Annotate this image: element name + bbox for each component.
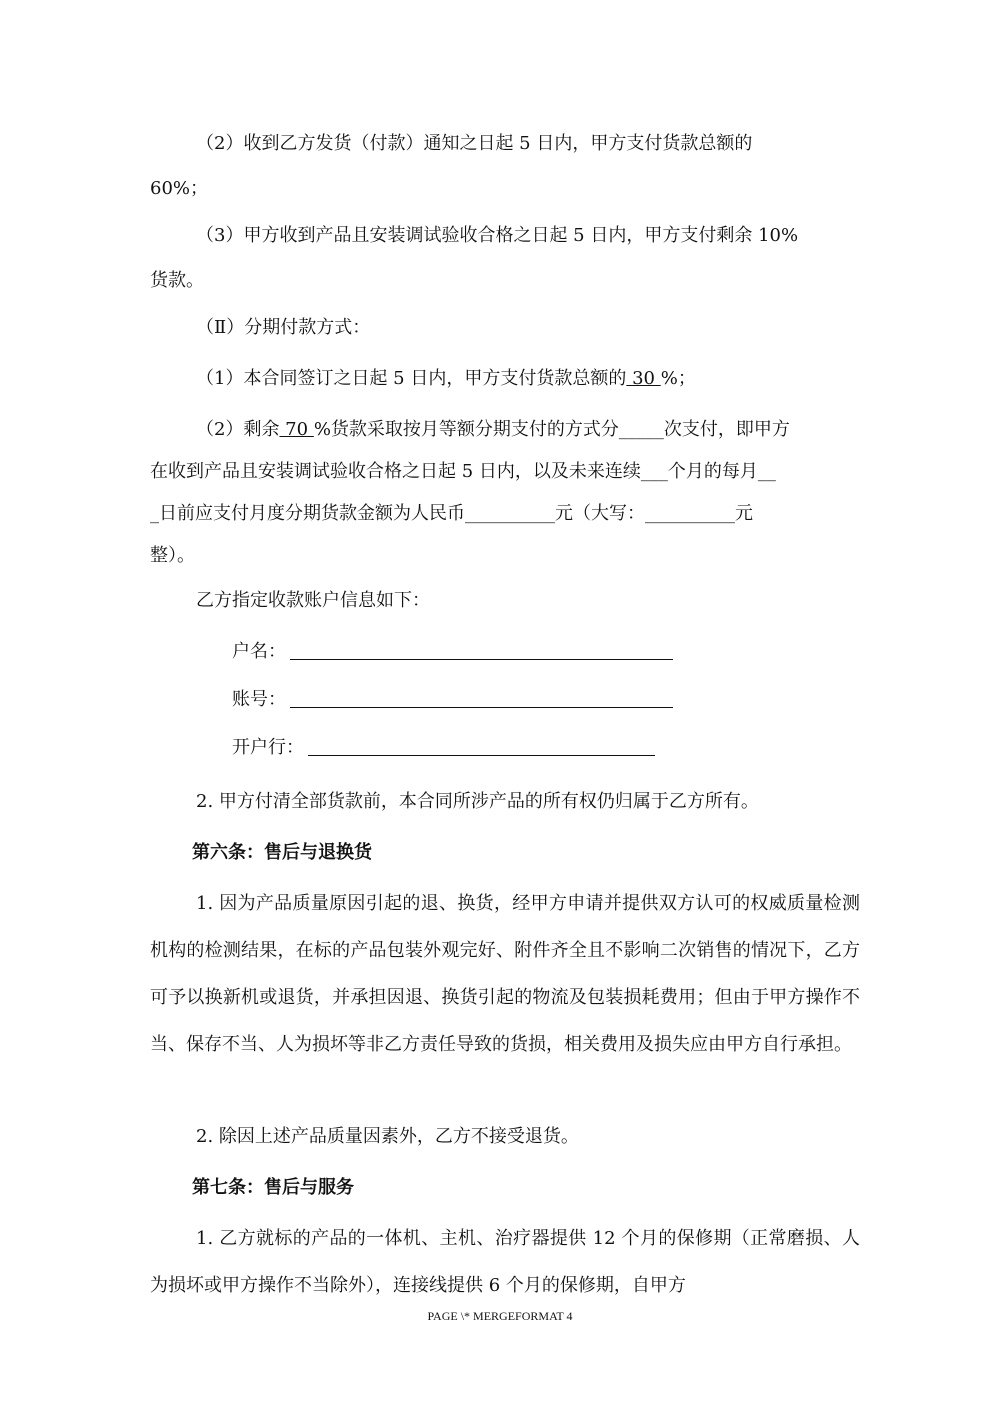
account-number-field [232,676,942,723]
paragraph-installment-2-line1 [150,406,860,453]
installment-title: （Ⅱ）分期付款方式： [196,317,371,338]
account-number-label: 账号： [232,689,286,710]
article-7-paragraph-1: 1. 乙方就标的产品的一体机、主机、治疗器提供 12 个月的保修期（正常磨损、人为损坏或甲方操作不当除外），连接线提供 6 个月的保修期，自甲方 [150,1228,860,1296]
article-7-title: 第七条：售后与服务 [192,1177,354,1198]
paragraph-payment-2-line1: （2）收到乙方发货（付款）通知之日起 5 日内，甲方支付货款总额的 [196,133,753,154]
article-6-paragraph-2: 2. 除因上述产品质量因素外，乙方不接受退货。 [196,1126,579,1147]
article-6-paragraph-1: 1. 因为产品质量原因引起的退、换货，经甲方申请并提供双方认可的权威质量检测机构的检测结果，在标的产品包装外观完好、附件齐全且不影响二次销售的情况下，乙方可予以换新机或退货，并承担因退、换货引起的物流及包装损耗费用；但由于甲方操作不当、保存不当、人为损坏等非乙方责任导致的货损，相关费用及损失应由甲方自行承担。 [150,893,860,1055]
account-name-field [232,628,942,675]
bank-field [232,724,942,771]
inst2-text: （2）剩余 [196,419,280,440]
inst1-text: （1）本合同签订之日起 5 日内，甲方支付货款总额的 [196,368,627,389]
bank-label: 开户行： [232,737,304,758]
article-6-title: 第六条：售后与退换货 [192,842,372,863]
page-footer: PAGE \* MERGEFORMAT 4 [427,1309,573,1323]
paragraph-installment-1 [150,355,860,402]
bank-blank [308,735,655,756]
ownership-clause: 2. 甲方付清全部货款前，本合同所涉产品的所有权仍归属于乙方所有。 [196,791,759,812]
paragraph-payment-3-line2: 货款。 [150,270,204,291]
paragraph-installment-2-line2: 在收到产品且安装调试验收合格之日起 5 日内，以及未来连续___个月的每月__ [150,461,776,482]
account-intro: 乙方指定收款账户信息如下： [196,590,430,611]
inst1-suffix: %； [660,368,696,389]
paragraph-payment-3-line1: （3）甲方收到产品且安装调试验收合格之日起 5 日内，甲方支付剩余 10% [196,225,799,246]
account-name-label: 户名： [232,641,286,662]
account-name-blank [290,639,673,660]
paragraph-installment-2-line4: 整）。 [150,545,195,566]
paragraph-payment-2-line2: 60%； [150,178,209,199]
paragraph-installment-2-line3: _日前应支付月度分期货款金额为人民币__________元（大写：__________元 [150,503,753,524]
inst1-percent: 30 [626,368,661,389]
inst2-suffix: %货款采取按月等额分期支付的方式分_____次支付，即甲方 [313,419,790,440]
account-number-blank [290,687,673,708]
inst2-percent: 70 [279,419,314,440]
